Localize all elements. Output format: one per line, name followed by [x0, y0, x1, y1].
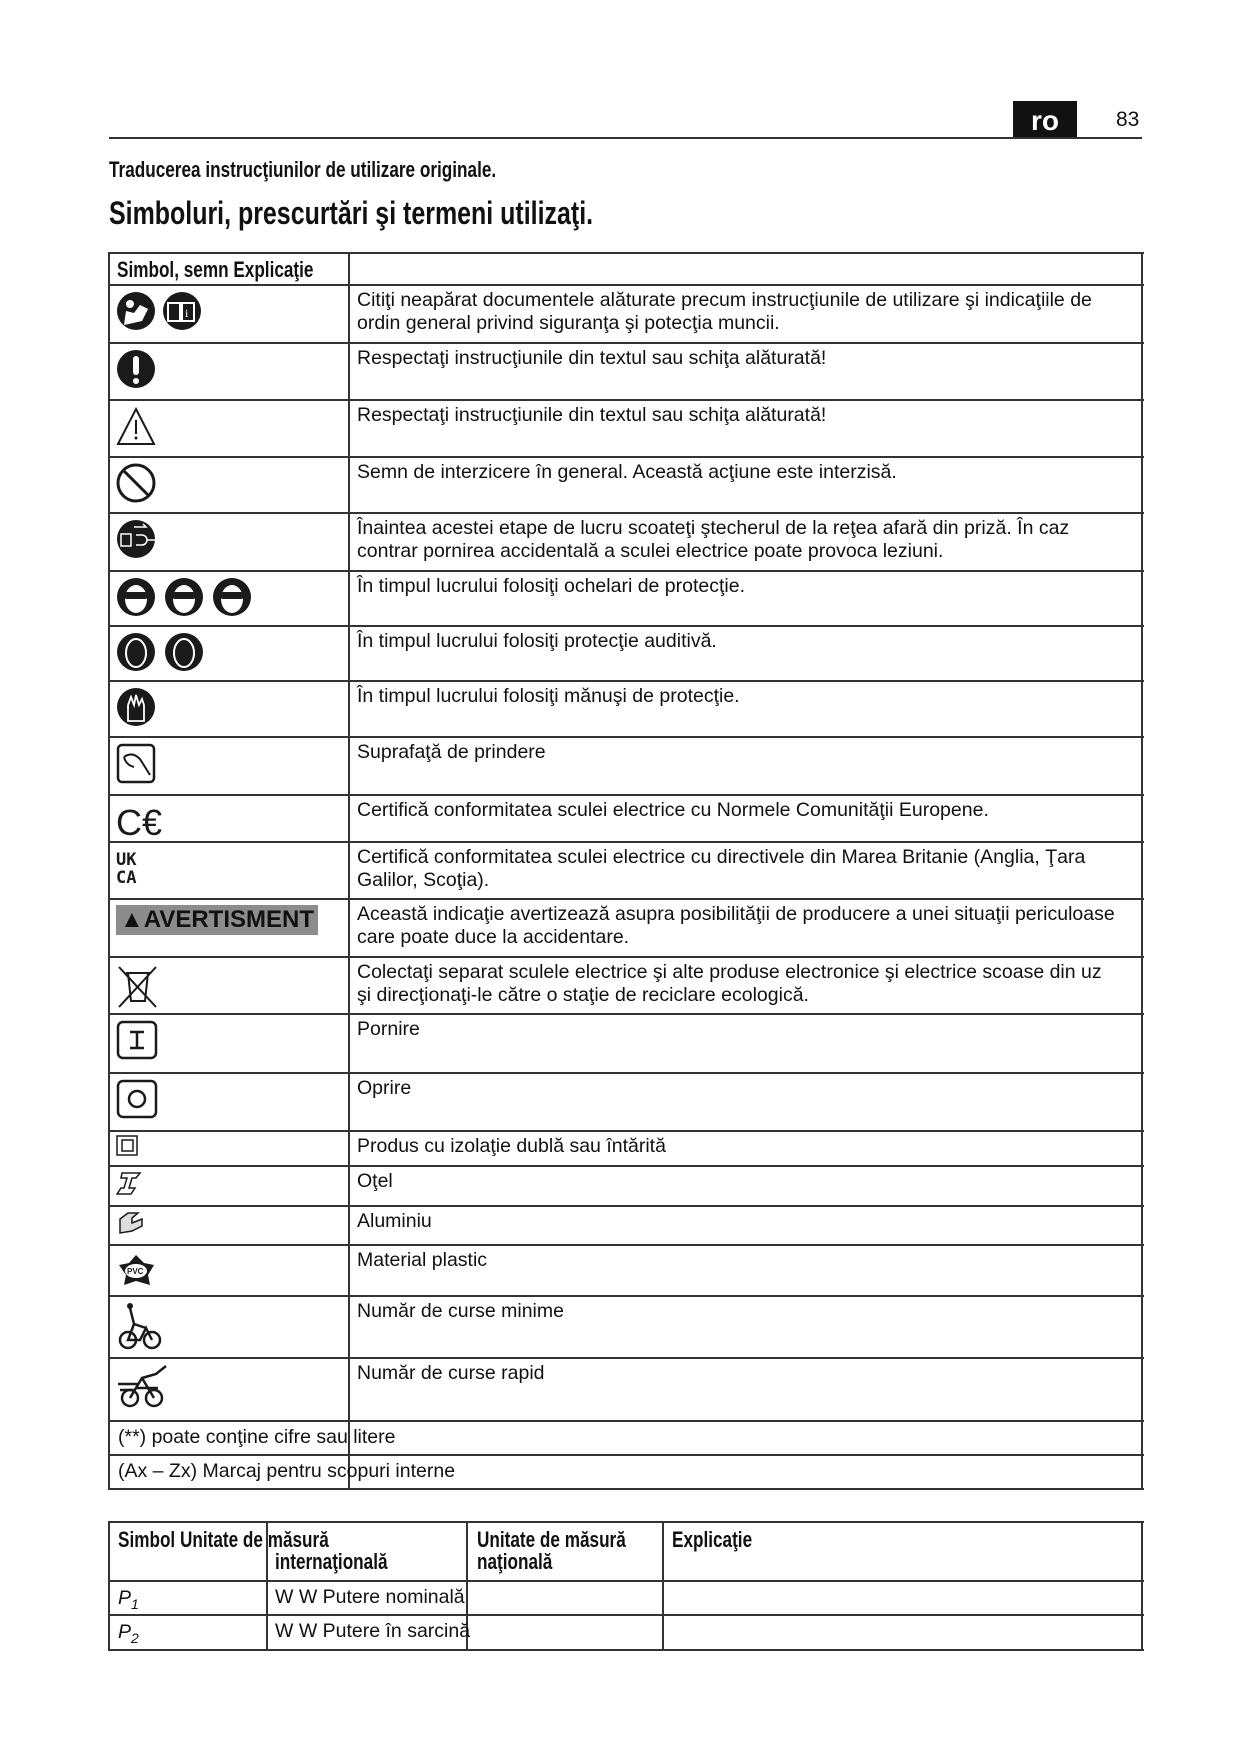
- units-header-cell: [477, 1549, 574, 1575]
- fast-bike-icon: [116, 1364, 176, 1415]
- warning-label-text: AVERTISMENT: [143, 906, 314, 933]
- column-divider: [1141, 1521, 1143, 1651]
- explanation-text: Aluminiu: [357, 1210, 432, 1232]
- explanation-text: Galilor, Scoţia).: [357, 868, 490, 891]
- language-badge-text: ro: [1031, 105, 1059, 136]
- aluminium-icon: [116, 1209, 146, 1242]
- plastic-pvc-icon: [116, 1251, 158, 1296]
- double-insulation-icon: [116, 1135, 140, 1162]
- steel-icon: [116, 1169, 146, 1202]
- table-row: [109, 1166, 1142, 1206]
- explanation-text: Certifică conformitatea sculei electrice cu directivele din Marea Britanie (Anglia, Ţara: [357, 846, 1086, 868]
- explanation-text: Semn de interzicere în general. Această acţiune este interzisă.: [357, 461, 897, 483]
- unit-symbol-subscript: 1: [131, 1595, 139, 1612]
- svg-text:PVC: PVC: [127, 1267, 144, 1276]
- table-row: [109, 1206, 1142, 1245]
- explanation-text: Respectaţi instrucţiunile din textul sau schiţa alăturată!: [357, 347, 827, 369]
- units-header-cell: [672, 1527, 775, 1553]
- table-note: (Ax – Zx) Marcaj pentru scopuri interne: [118, 1460, 456, 1482]
- language-badge: [1013, 101, 1077, 138]
- gloves-icon: [116, 687, 158, 734]
- explanation-text: ordin general privind siguranţa şi potecţia muncii.: [357, 311, 780, 334]
- unit-description: W W Putere nominală: [275, 1586, 465, 1608]
- unplug-icon: [116, 519, 164, 566]
- svg-text:CA: CA: [116, 868, 137, 888]
- page-title-text: Simboluri, prescurtări şi termeni utilizaţi.: [109, 195, 594, 231]
- explanation-text: Respectaţi instrucţiunile din textul sau schiţa alăturată!: [357, 404, 827, 426]
- table-row: [109, 1358, 1142, 1421]
- table-note: (**) poate conţine cifre sau litere: [118, 1426, 396, 1448]
- units-header-text: internaţională: [275, 1549, 388, 1574]
- table-rule: [109, 1521, 1144, 1523]
- power-off-icon: [116, 1079, 158, 1126]
- table-row: [109, 737, 1142, 795]
- explanation-text: În timpul lucrului folosiţi ochelari de protecţie.: [357, 575, 746, 597]
- table-header-text: Simbol, semn Explicaţie: [117, 257, 314, 282]
- units-header-text: naţională: [477, 1549, 553, 1574]
- units-header-text: Simbol Unitate de măsură: [118, 1527, 329, 1552]
- svg-text:UK: UK: [116, 850, 137, 870]
- unit-symbol-subscript: 2: [131, 1629, 139, 1646]
- subtitle: [109, 157, 605, 183]
- unit-symbol: [118, 1621, 139, 1649]
- explanation-text: Înaintea acestei etape de lucru scoateţi ştecherul de la reţea afară din priză. În caz: [357, 517, 1070, 539]
- svg-text:i: i: [185, 306, 189, 320]
- subtitle-text: Traducerea instrucţiunilor de utilizare originale.: [109, 157, 497, 182]
- slow-bike-icon: [116, 1302, 166, 1355]
- column-divider: [108, 1521, 110, 1651]
- eye-protection-icon: [116, 577, 266, 624]
- warning-label-icon: ▲AVERTISMENT: [116, 905, 318, 935]
- explanation-text: În timpul lucrului folosiţi protecţie auditivă.: [357, 630, 717, 652]
- unit-symbol: [118, 1587, 139, 1615]
- explanation-text: Această indicaţie avertizează asupra posibilităţii de producere a unei situaţii periculoase: [357, 903, 1115, 925]
- table-rule: [109, 1614, 1144, 1616]
- explanation-text: contrar pornirea accidentală a sculei electrice poate provoca leziuni.: [357, 539, 944, 562]
- explanation-text: Suprafaţă de prindere: [357, 741, 546, 763]
- warning-triangle-icon: [116, 406, 158, 453]
- table-rule: [109, 1454, 1144, 1456]
- unit-symbol-letter: P: [118, 1587, 132, 1609]
- power-on-icon: [116, 1020, 158, 1067]
- explanation-text: Pornire: [357, 1018, 420, 1040]
- explanation-text: Citiţi neapărat documentele alăturate precum instrucţiunile de utilizare şi indicaţiile de: [357, 289, 1092, 311]
- table-row: [109, 1296, 1142, 1358]
- units-header-text: Unitate de măsură: [477, 1527, 626, 1552]
- explanation-text: Oţel: [357, 1170, 393, 1192]
- page-number: 83: [1116, 108, 1140, 131]
- explanation-text: Oprire: [357, 1077, 412, 1099]
- explanation-text: Număr de curse rapid: [357, 1362, 545, 1384]
- table-rule: [109, 1649, 1144, 1651]
- explanation-text: Produs cu izolaţie dublă sau întărită: [357, 1135, 666, 1157]
- mandatory-exclamation-icon: [116, 349, 158, 396]
- table-row: [109, 1014, 1142, 1073]
- table-row: [109, 1245, 1142, 1296]
- explanation-text: În timpul lucrului folosiţi mănuşi de protecţie.: [357, 685, 740, 707]
- table-rule: [109, 1580, 1144, 1582]
- prohibition-icon: [116, 463, 158, 510]
- units-header-cell: [275, 1549, 419, 1575]
- explanation-text: Număr de curse minime: [357, 1300, 564, 1322]
- header-rule: [109, 137, 1142, 139]
- ce-mark-icon: [116, 801, 166, 848]
- ear-protection-icon: [116, 632, 216, 679]
- explanation-text: şi direcţionaţi-le către o staţie de reciclare ecologică.: [357, 983, 809, 1006]
- table-rule: [109, 252, 1144, 254]
- explanation-text: Certifică conformitatea sculei electrice cu Normele Comunităţii Europene.: [357, 799, 989, 821]
- weee-bin-icon: [116, 963, 162, 1014]
- explanation-text: Material plastic: [357, 1249, 488, 1271]
- units-header-text: Explicaţie: [672, 1527, 753, 1552]
- table-row: [109, 1073, 1142, 1131]
- page-title: [109, 195, 730, 232]
- ukca-mark-icon: [116, 848, 156, 895]
- grip-surface-icon: [116, 743, 158, 790]
- unit-description: W W Putere în sarcină: [275, 1620, 471, 1642]
- explanation-text: Colectaţi separat sculele electrice şi alte produse electronice şi electrice scoase din uz: [357, 961, 1102, 983]
- table-rule: [109, 1488, 1144, 1490]
- read-manual-icon: [116, 291, 236, 338]
- table-header: [117, 257, 369, 283]
- explanation-text: care poate duce la accidentare.: [357, 925, 630, 948]
- unit-symbol-letter: P: [118, 1621, 132, 1643]
- svg-text:C€: C€: [116, 802, 163, 843]
